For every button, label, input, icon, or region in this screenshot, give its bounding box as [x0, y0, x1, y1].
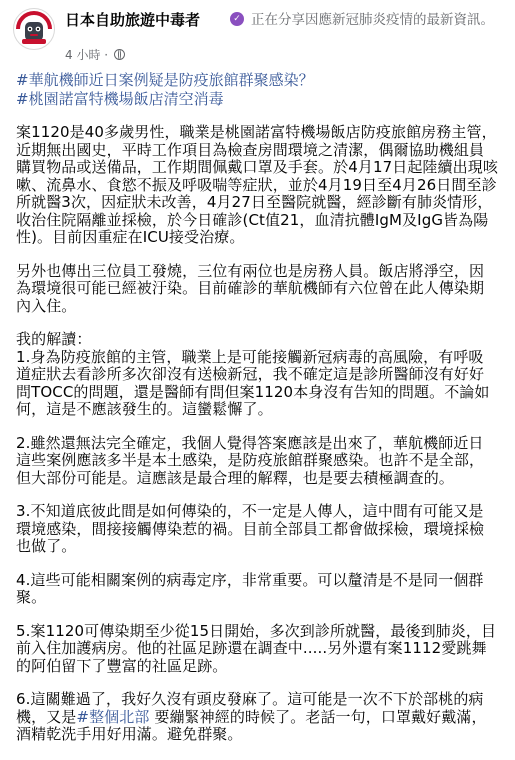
globe-icon — [114, 49, 125, 60]
post-meta — [65, 46, 125, 63]
hashtag-link[interactable]: #華航機師近日案例疑是防疫旅館群聚感染？ — [16, 71, 314, 89]
post-paragraph: 3.不知道底彼此間是如何傳染的，不一定是人傳人，這中間有可能又是環境感染，間接接觸傳染惹的禍。目前全部員工都會做採檢，環境採檢也做了。 — [16, 502, 485, 555]
hashtag-link[interactable]: #整個北部 — [76, 707, 150, 726]
last-paragraph-text: 要繃緊神經的時候了。老話一句，口罩戴好戴滿，酒精乾洗手用好用滿。避免群聚。 — [16, 707, 487, 743]
last-paragraph-text: 6.這關難過了，我好久沒有頭皮發麻了。這可能是一次不下於部桃的病機，又是 — [16, 690, 484, 726]
post-paragraph: 另外也傳出三位員工發燒，三位有兩位也是房務人員。飯店將淨空，因為環境很可能已經被汙染。目前確診的華航機師有六位曾在此人傳染期內入住。 — [16, 261, 485, 315]
page-avatar[interactable] — [13, 8, 55, 50]
page-name-link[interactable]: 日本自助旅遊中毒者 — [65, 11, 201, 29]
meta-separator: · — [104, 48, 109, 62]
hashtag-list — [16, 71, 314, 109]
post-paragraph: 2.雖然還無法完全確定，我個人覺得答案應該是出來了，華航機師近日這些案例應該多半是本土感染，是防疫旅館群聚感染。也許不是全部，但大部份可能是。這應該是最合理的解釋，也是要去積極調查的。 — [16, 433, 485, 487]
hashtag-link[interactable]: #桃園諾富特機場飯店清空消毒 — [16, 90, 224, 108]
post-timestamp-link[interactable]: 4 小時 — [65, 48, 101, 62]
post-paragraph: 案1120是40多歲男性，職業是桃園諾富特機場飯店防疫旅館房務主管，近期無出國史，平時工作項目為檢查房間環境之清潔，偶爾協助機組員購買物品或送備品，工作期間佩戴口罩及手套。於4月17日起陸續出現咳嗽、流鼻水、食慾不振及呼吸喘等症狀，並於4月19日至4月26日間至診所就醫3次，因症狀未改善，4月27日至醫院就醫，經診斷有肺炎情形，收治住院隔離並採檢，於今日確診(Ct值21，血清抗體IgM及IgG皆為陽性)。目前因重症在ICU接受治療。 — [16, 123, 498, 246]
post-paragraph-last — [16, 691, 498, 744]
post-paragraph: 1.身為防疫旅館的主管，職業上是可能接觸新冠病毒的高風險，有呼吸道症狀去看診所多次卻沒有送檢新冠，我不確定這是診所醫師沒有好好問TOCC的問題，還是醫師有問但案1120本身沒有告知的問題。不論如何，這是不應該發生的。這蠻鬆懈了。 — [16, 347, 490, 418]
post-paragraph: 我的解讀： — [16, 330, 92, 348]
avatar-logo-icon — [14, 9, 54, 49]
post-paragraph: 4.這些可能相關案例的病毒定序，非常重要。可以釐清是不是同一個群聚。 — [16, 570, 484, 606]
post-paragraph: 5.案1120可傳染期至少從15日開始，多次到診所就醫，最後到肺炎，目前入住加護病房。他的社區足跡還在調查中.....另外還有案1112愛跳舞的阿伯留下了豐富的社區足跡。 — [16, 621, 497, 675]
verified-badge-icon: ✓ — [230, 12, 244, 26]
post-body — [16, 124, 498, 760]
post-header — [13, 8, 508, 60]
share-status-text: 正在分享因應新冠肺炎疫情的最新資訊。 — [251, 12, 494, 28]
